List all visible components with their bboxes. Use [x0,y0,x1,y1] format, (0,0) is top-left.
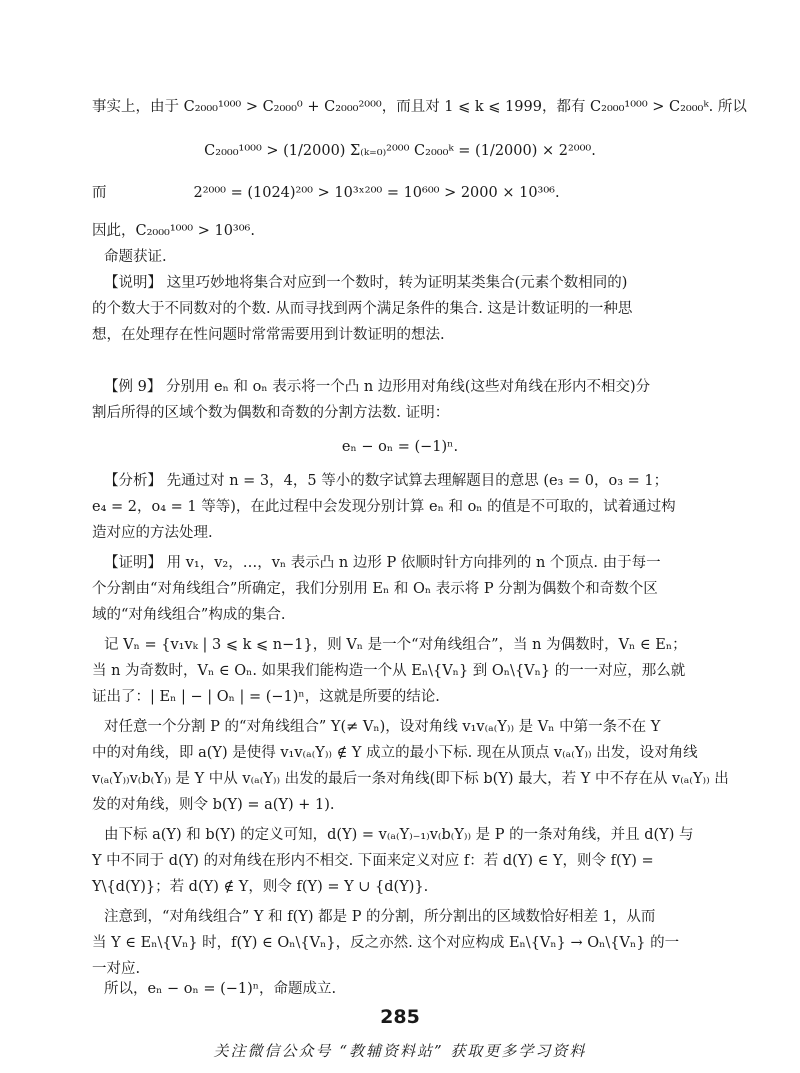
text-line: 事实上，由于 C₂₀₀₀¹⁰⁰⁰ > C₂₀₀₀⁰ + C₂₀₀₀²⁰⁰⁰，而且对 1 ⩽ k ⩽ 1999，都有 C₂₀₀₀¹⁰⁰⁰ > C₂₀₀₀ᵏ. 所以 [92,99,747,115]
text-line: 一对应. [92,961,141,977]
text-line: 当 n 为奇数时，Vₙ ∈ Oₙ. 如果我们能构造一个从 Eₙ\{Vₙ} 到 Oₙ\{Vₙ} 的一一对应，那么就 [92,663,686,679]
text-line: 命题获证. [104,249,167,265]
text-line: 发的对角线，则令 b(Y) = a(Y) + 1). [92,797,335,813]
text-line: 想，在处理存在性问题时常常需要用到计数证明的想法. [92,327,445,343]
text-line: 证出了：| Eₙ | − | Oₙ | = (−1)ⁿ，这就是所要的结论. [92,689,440,705]
display-formula: eₙ − oₙ = (−1)ⁿ. [341,439,459,455]
note-paragraph: 【说明】 这里巧妙地将集合对应到一个数时，转为证明某类集合(元素个数相同的) [104,275,628,291]
text-line: v₍ₐ₍Y₎₎v₍b₍Y₎₎ 是 Y 中从 v₍ₐ₍Y₎₎ 出发的最后一条对角线(即下标 b(Y) 最大，若 Y 中不存在从 v₍ₐ₍Y₎₎ 出 [92,771,729,787]
text-line: Y 中不同于 d(Y) 的对角线在形内不相交. 下面来定义对应 f：若 d(Y) ∈ Y，则令 f(Y) = [92,853,654,869]
text-line: 个分割由“对角线组合”所确定，我们分别用 Eₙ 和 Oₙ 表示将 P 分割为偶数个和奇数个区 [92,581,658,597]
text-line: 中的对角线，即 a(Y) 是使得 v₁v₍ₐ₍Y₎₎ ∉ Y 成立的最小下标. 现在从顶点 v₍ₐ₍Y₎₎ 出发，设对角线 [92,745,698,761]
text-line: 由下标 a(Y) 和 b(Y) 的定义可知，d(Y) = v₍ₐ₍Y₎₋₁₎v₍b₍Y₎₎ 是 P 的一条对角线，并且 d(Y) 与 [104,827,694,843]
display-formula: C₂₀₀₀¹⁰⁰⁰ > (1/2000) Σ₍ₖ₌₀₎²⁰⁰⁰ C₂₀₀₀ᵏ = (1/2000) × 2²⁰⁰⁰. [204,143,596,159]
example-heading: 【例 9】 分别用 eₙ 和 oₙ 表示将一个凸 n 边形用对角线(这些对角线在形内不相交)分 [104,379,651,395]
text-line: 当 Y ∈ Eₙ\{Vₙ} 时，f(Y) ∈ Oₙ\{Vₙ}，反之亦然. 这个对应构成 Eₙ\{Vₙ} → Oₙ\{Vₙ} 的一 [92,935,680,951]
text-line: 的个数大于不同数对的个数. 从而寻找到两个满足条件的集合. 这是计数证明的一种思 [92,301,633,317]
footer-watermark: 关注微信公众号 “教辅资料站” 获取更多学习资料 [213,1042,587,1060]
text-line: 割后所得的区域个数为偶数和奇数的分割方法数. 证明： [92,405,450,421]
conclusion-line: 所以，eₙ − oₙ = (−1)ⁿ，命题成立. [104,981,337,997]
page-number: 285 [380,1006,420,1028]
text-line: Y\{d(Y)}；若 d(Y) ∉ Y，则令 f(Y) = Y ∪ {d(Y)}. [92,879,429,895]
text-line: 对任意一个分割 P 的“对角线组合” Y(≠ Vₙ)，设对角线 v₁v₍ₐ₍Y₎₎ 是 Vₙ 中第一条不在 Y [104,719,661,735]
text-line: 注意到，“对角线组合” Y 和 f(Y) 都是 P 的分割，所分割出的区域数恰好相差 1，从而 [104,909,656,925]
proof-paragraph: 【证明】 用 v₁，v₂，…，vₙ 表示凸 n 边形 P 依顺时针方向排列的 n 个顶点. 由于每一 [104,555,661,571]
text-line: e₄ = 2，o₄ = 1 等等)，在此过程中会发现分别计算 eₙ 和 oₙ 的值是不可取的，试着通过构 [92,499,676,515]
text-line: 域的“对角线组合”构成的集合. [92,607,286,623]
analysis-paragraph: 【分析】 先通过对 n = 3，4，5 等小的数字试算去理解题目的意思 (e₃ = 0，o₃ = 1； [104,473,669,489]
text-line: 造对应的方法处理. [92,525,213,541]
text-line: 记 Vₙ = {v₁vₖ | 3 ⩽ k ⩽ n−1}，则 Vₙ 是一个“对角线组合”，当 n 为偶数时，Vₙ ∈ Eₙ； [104,637,687,653]
text-line: 而 2²⁰⁰⁰ = (1024)²⁰⁰ > 10³ˣ²⁰⁰ = 10⁶⁰⁰ > 2000 × 10³⁰⁶. [92,185,560,201]
text-line: 因此，C₂₀₀₀¹⁰⁰⁰ > 10³⁰⁶. [92,223,255,239]
